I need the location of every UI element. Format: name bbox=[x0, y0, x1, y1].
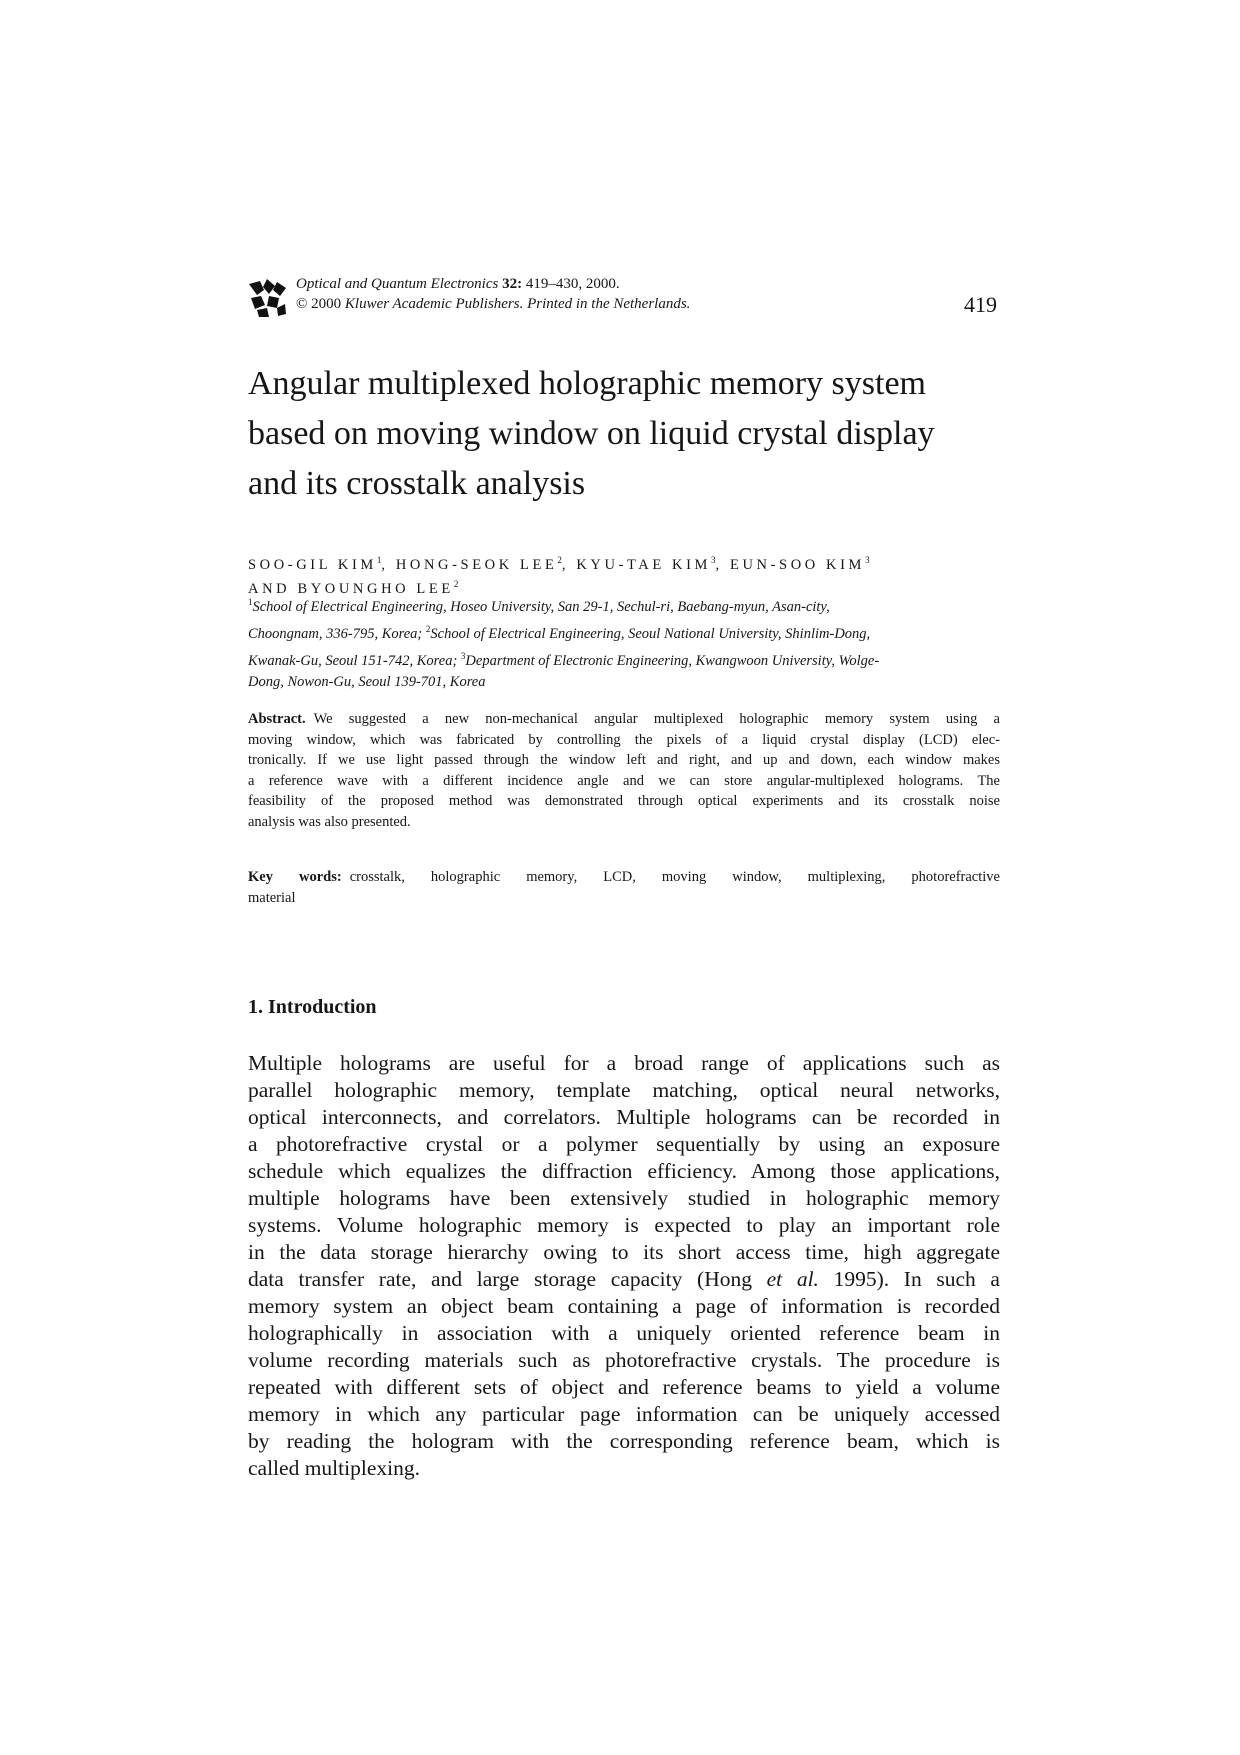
keywords-line: material bbox=[248, 889, 296, 906]
author-affiliation-mark: 2 bbox=[453, 578, 459, 589]
body-line: by reading the hologram with the corresponding reference beam, which is bbox=[248, 1429, 1000, 1453]
abstract-label: Abstract. bbox=[248, 711, 306, 727]
citation-et-al: et al. bbox=[766, 1267, 819, 1291]
paper-title bbox=[248, 359, 1008, 509]
copyright-line bbox=[296, 295, 690, 313]
journal-pages-year: 419–430, 2000. bbox=[525, 276, 620, 292]
body-line: systems. Volume holographic memory is expected to play an important role bbox=[248, 1213, 1000, 1237]
affiliation-line: Kwanak-Gu, Seoul 151-742, Korea; $^3$Department of Electronic Engineering, Kwangwoon University, Wolge- bbox=[248, 650, 880, 669]
journal-header bbox=[247, 274, 997, 324]
journal-citation bbox=[296, 275, 620, 293]
body-line: data transfer rate, and large storage capacity (Hong et al. 1995). In such a bbox=[248, 1267, 1000, 1291]
title-line: and its crosstalk analysis bbox=[248, 465, 586, 502]
affiliation-line: Choongnam, 336-795, Korea; $^2$School of Electrical Engineering, Seoul National University, Shinlim-Dong, bbox=[248, 623, 871, 642]
abstract-line: feasibility of the proposed method was demonstrated through optical experiments and its crosstalk noise bbox=[248, 793, 1000, 809]
section-heading-introduction: 1. Introduction bbox=[248, 996, 377, 1018]
body-line: optical interconnects, and correlators. Multiple holograms can be recorded in bbox=[248, 1105, 1000, 1129]
body-line: multiple holograms have been extensively studied in holographic memory bbox=[248, 1186, 1000, 1210]
abstract-line: analysis was also presented. bbox=[248, 813, 411, 830]
introduction-body bbox=[248, 1050, 1000, 1482]
affiliations bbox=[248, 591, 1000, 693]
author-name: SOO-GIL KIM bbox=[248, 556, 377, 573]
author-affiliation-mark: 1 bbox=[376, 555, 382, 565]
body-line: called multiplexing. bbox=[248, 1456, 420, 1480]
author-name: KYU-TAE KIM bbox=[576, 556, 712, 573]
abstract-line: Abstract. We suggested a new non-mechanical angular multiplexed holographic memory system using a bbox=[248, 711, 1000, 727]
body-line: parallel holographic memory, template matching, optical neural networks, bbox=[248, 1078, 1000, 1102]
author-line: SOO-GIL KIM$^1$, HONG-SEOK LEE$^2$, KYU-TAE KIM$^3$, EUN-SOO KIM$^3$ bbox=[248, 555, 870, 573]
author-affiliation-mark: 3 bbox=[865, 555, 870, 565]
body-line: repeated with different sets of object and reference beams to yield a volume bbox=[248, 1375, 1000, 1399]
copyright-year: 2000 bbox=[311, 296, 342, 312]
body-line: a photorefractive crystal or a polymer sequentially by using an exposure bbox=[248, 1132, 1000, 1156]
keywords-label: Key words: bbox=[248, 869, 342, 885]
author-name: HONG-SEOK LEE bbox=[395, 556, 558, 573]
body-line: in the data storage hierarchy owing to its short access time, high aggregate bbox=[248, 1240, 1000, 1264]
body-line: volume recording materials such as photorefractive crystals. The procedure is bbox=[248, 1348, 1000, 1372]
publisher-note: Kluwer Academic Publishers. Printed in the Netherlands. bbox=[344, 296, 691, 312]
author-affiliation-mark: 2 bbox=[557, 555, 562, 565]
author-name: EUN-SOO KIM bbox=[730, 556, 866, 573]
affiliation-line: $^1$School of Electrical Engineering, Hoseo University, San 29-1, Sechul-ri, Baebang-myun, Asan-city, bbox=[248, 597, 830, 615]
page-number: 419 bbox=[964, 292, 997, 317]
kluwer-publisher-logo-icon bbox=[247, 278, 287, 318]
abstract-line: a reference wave with a different incidence angle and we can store angular-multiplexed holograms. The bbox=[248, 772, 1000, 789]
body-line: holographically in association with a uniquely oriented reference beam in bbox=[248, 1321, 1000, 1345]
abstract-line: tronically. If we use light passed through the window left and right, and up and down, each window makes bbox=[248, 752, 1000, 768]
body-line: memory in which any particular page information can be uniquely accessed bbox=[248, 1402, 1000, 1426]
copyright-symbol: © bbox=[296, 296, 308, 312]
title-line: Angular multiplexed holographic memory system bbox=[248, 365, 926, 402]
title-line: based on moving window on liquid crystal display bbox=[248, 415, 935, 452]
abstract bbox=[248, 709, 1000, 832]
author-affiliation-mark: 3 bbox=[711, 555, 716, 565]
journal-name: Optical and Quantum Electronics bbox=[296, 276, 499, 292]
journal-volume: 32: bbox=[502, 276, 523, 292]
body-line: schedule which equalizes the diffraction efficiency. Among those applications, bbox=[248, 1159, 1000, 1183]
affiliation-line: Dong, Nowon-Gu, Seoul 139-701, Korea bbox=[248, 674, 486, 691]
author-name: AND BYOUNGHO LEE bbox=[248, 580, 454, 597]
keywords-line: Key words: crosstalk, holographic memory, LCD, moving window, multiplexing, photorefractive bbox=[248, 869, 1000, 885]
abstract-line: moving window, which was fabricated by controlling the pixels of a liquid crystal display (LCD) elec- bbox=[248, 731, 1000, 748]
body-line: memory system an object beam containing a page of information is recorded bbox=[248, 1294, 1000, 1318]
keywords bbox=[248, 867, 1000, 908]
body-line: Multiple holograms are useful for a broad range of applications such as bbox=[248, 1051, 1000, 1075]
